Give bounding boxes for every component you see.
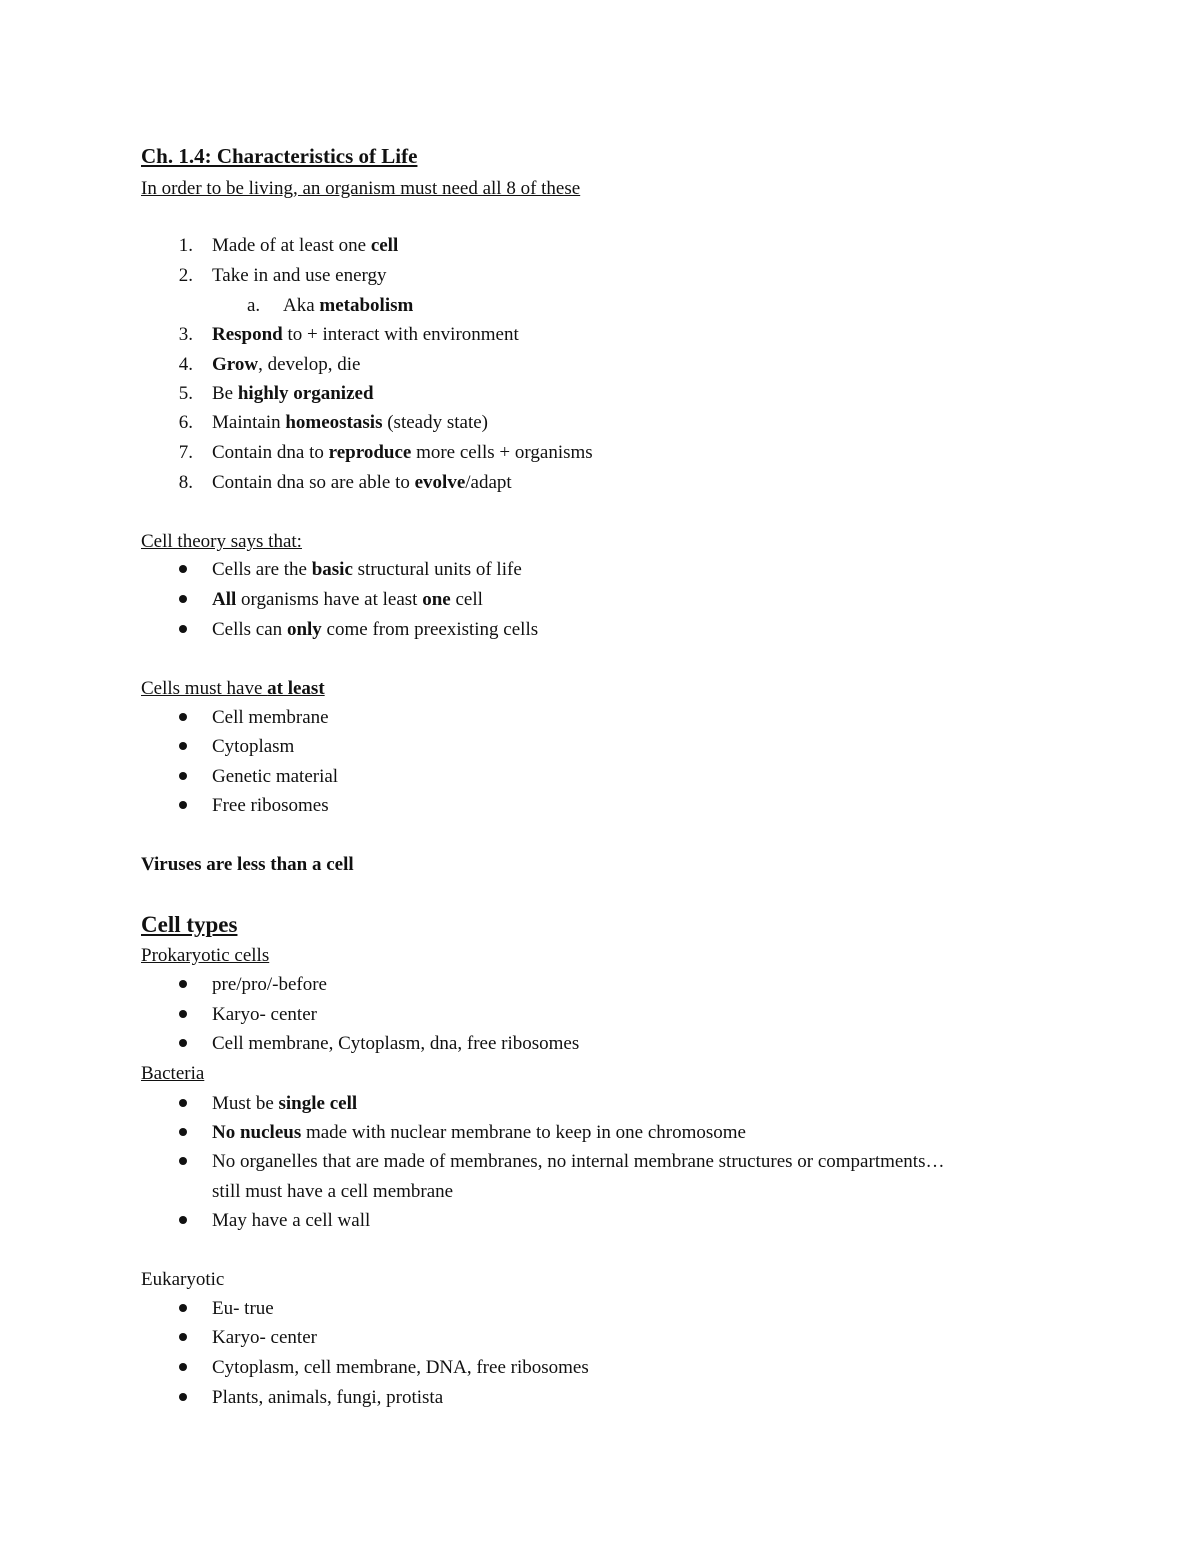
list-item-text [212,1123,746,1142]
text-run: organisms have at least [236,589,423,610]
text-run: Take in and use energy [212,265,387,286]
bullet-list-item [141,1299,1061,1321]
list-number: 7. [178,442,193,463]
bullet-list-item [141,1034,1061,1056]
bullet-icon [179,1393,187,1401]
text-run: Cells can [212,619,287,640]
bullet-list-item [141,1094,1061,1116]
text-run: more cells + organisms [411,442,593,463]
text-run: Must be [212,1093,279,1114]
bullet-list-item [141,1123,1061,1145]
page-title: Ch. 1.4: Characteristics of Life [141,144,418,168]
list-number: 8. [178,472,193,493]
bullet-icon [179,713,187,721]
list-item-text [212,620,538,639]
list-item-text [212,560,522,579]
text-run: cell [450,589,483,610]
list-number: 6. [178,412,193,433]
cells-must-heading-plain: Cells must have [141,678,268,699]
text-run: , develop, die [258,354,361,375]
text-run: metabolism [319,295,414,316]
text-run: No organelles that are made of membranes, no internal membrane structures or compartments… [212,1151,945,1172]
sub-list-item [141,296,1041,318]
eukaryotic-heading: Eukaryotic [141,1269,225,1290]
list-number: 4. [178,354,193,375]
list-item-text: Eu- true [212,1298,274,1319]
text-run: single cell [278,1093,358,1114]
text-run: (steady state) [382,412,488,433]
numbered-list-item [141,413,1041,435]
list-item-text: pre/pro/-before [212,974,327,995]
list-item-text [212,473,512,492]
bullet-list-item [141,1005,1061,1027]
list-item-text [212,384,374,403]
bullet-icon [179,1216,187,1224]
text-run: Maintain [212,412,286,433]
bullet-icon [179,1010,187,1018]
bullet-icon [179,1099,187,1107]
text-run: No nucleus [212,1122,302,1143]
list-number: 1. [178,235,193,256]
bullet-list-item [141,560,1061,582]
list-item-text [212,1211,370,1230]
bullet-list-item [141,1211,1061,1233]
text-run: to + interact with environment [282,324,519,345]
bullet-list-item [141,975,1061,997]
list-item-text [212,355,360,374]
bullet-icon [179,742,187,750]
bullet-icon [179,980,187,988]
list-item-text [212,413,488,432]
intro-text: In order to be living, an organism must need all 8 of these [141,178,581,199]
list-item-text: Karyo- center [212,1327,317,1348]
bacteria-continuation: still must have a cell membrane [212,1181,454,1202]
text-run: highly organized [237,383,374,404]
list-item-text: Plants, animals, fungi, protista [212,1387,444,1408]
bullet-list-item [141,708,1061,730]
bullet-list-item [141,590,1061,612]
bullet-list-item [141,767,1061,789]
list-number: 2. [178,265,193,286]
cells-must-heading-bold: at least [267,678,325,699]
bullet-list-item [141,1152,1061,1174]
numbered-list-item [141,355,1041,377]
prokaryotic-heading: Prokaryotic cells [141,945,270,966]
cells-must-heading [141,679,325,698]
text-run: made with nuclear membrane to keep in one chromosome [301,1122,746,1143]
text-run: Grow [212,354,259,375]
numbered-list-item [141,266,1041,288]
bullet-icon [179,801,187,809]
text-run: Be [212,383,238,404]
text-run: come from preexisting cells [321,619,539,640]
cell-theory-heading: Cell theory says that: [141,531,302,552]
text-run: Made of at least one [212,235,371,256]
text-run: Contain dna so are able to [212,472,415,493]
text-run: evolve [414,472,466,493]
text-run: /adapt [465,472,512,493]
text-run: Contain dna to [212,442,329,463]
bullet-list-item [141,1358,1061,1380]
list-number: 5. [178,383,193,404]
bullet-icon [179,772,187,780]
list-item-text: Karyo- center [212,1004,317,1025]
bullet-icon [179,1157,187,1165]
bullet-list-item [141,620,1061,642]
list-item-text [212,236,398,255]
numbered-list-item [141,443,1041,465]
list-item-text: Cytoplasm [212,736,295,757]
list-item-text [212,443,593,462]
bullet-list-item [141,737,1061,759]
text-run: homeostasis [285,412,383,433]
bullet-icon [179,1333,187,1341]
bullet-icon [179,1363,187,1371]
bullet-icon [179,1128,187,1136]
list-number: 3. [178,324,193,345]
list-item-text: Cytoplasm, cell membrane, DNA, free ribosomes [212,1357,589,1378]
bullet-icon [179,565,187,573]
text-run: basic [311,559,353,580]
text-run: Aka [283,295,320,316]
list-item-text [212,1094,357,1113]
text-run: one [422,589,451,610]
list-item-text [212,325,519,344]
list-item-text [283,296,413,315]
text-run: Cells are the [212,559,312,580]
bacteria-heading: Bacteria [141,1063,205,1084]
bullet-icon [179,1304,187,1312]
list-number: a. [247,295,261,316]
text-run: reproduce [328,442,412,463]
list-item-text: Genetic material [212,766,339,787]
list-item-text: Free ribosomes [212,795,329,816]
text-run: cell [370,235,399,256]
text-run: structural units of life [352,559,522,580]
list-item-text: Cell membrane [212,707,329,728]
cell-types-heading: Cell types [141,912,238,937]
bullet-icon [179,625,187,633]
list-item-text [212,590,483,609]
bullet-list-item [141,1388,1061,1410]
list-item-text [212,1152,944,1171]
text-run: All [212,589,237,610]
viruses-note: Viruses are less than a cell [141,854,354,875]
numbered-list-item [141,384,1041,406]
numbered-list-item [141,473,1041,495]
text-run: Respond [212,324,283,345]
numbered-list-item [141,325,1041,347]
bullet-icon [179,1039,187,1047]
list-item-text [212,266,387,285]
text-run: May have a cell wall [212,1210,371,1231]
numbered-list-item [141,236,1041,258]
bullet-list-item [141,796,1061,818]
bullet-list-item [141,1328,1061,1350]
text-run: only [286,619,322,640]
list-item-text: Cell membrane, Cytoplasm, dna, free ribosomes [212,1033,580,1054]
bullet-icon [179,595,187,603]
